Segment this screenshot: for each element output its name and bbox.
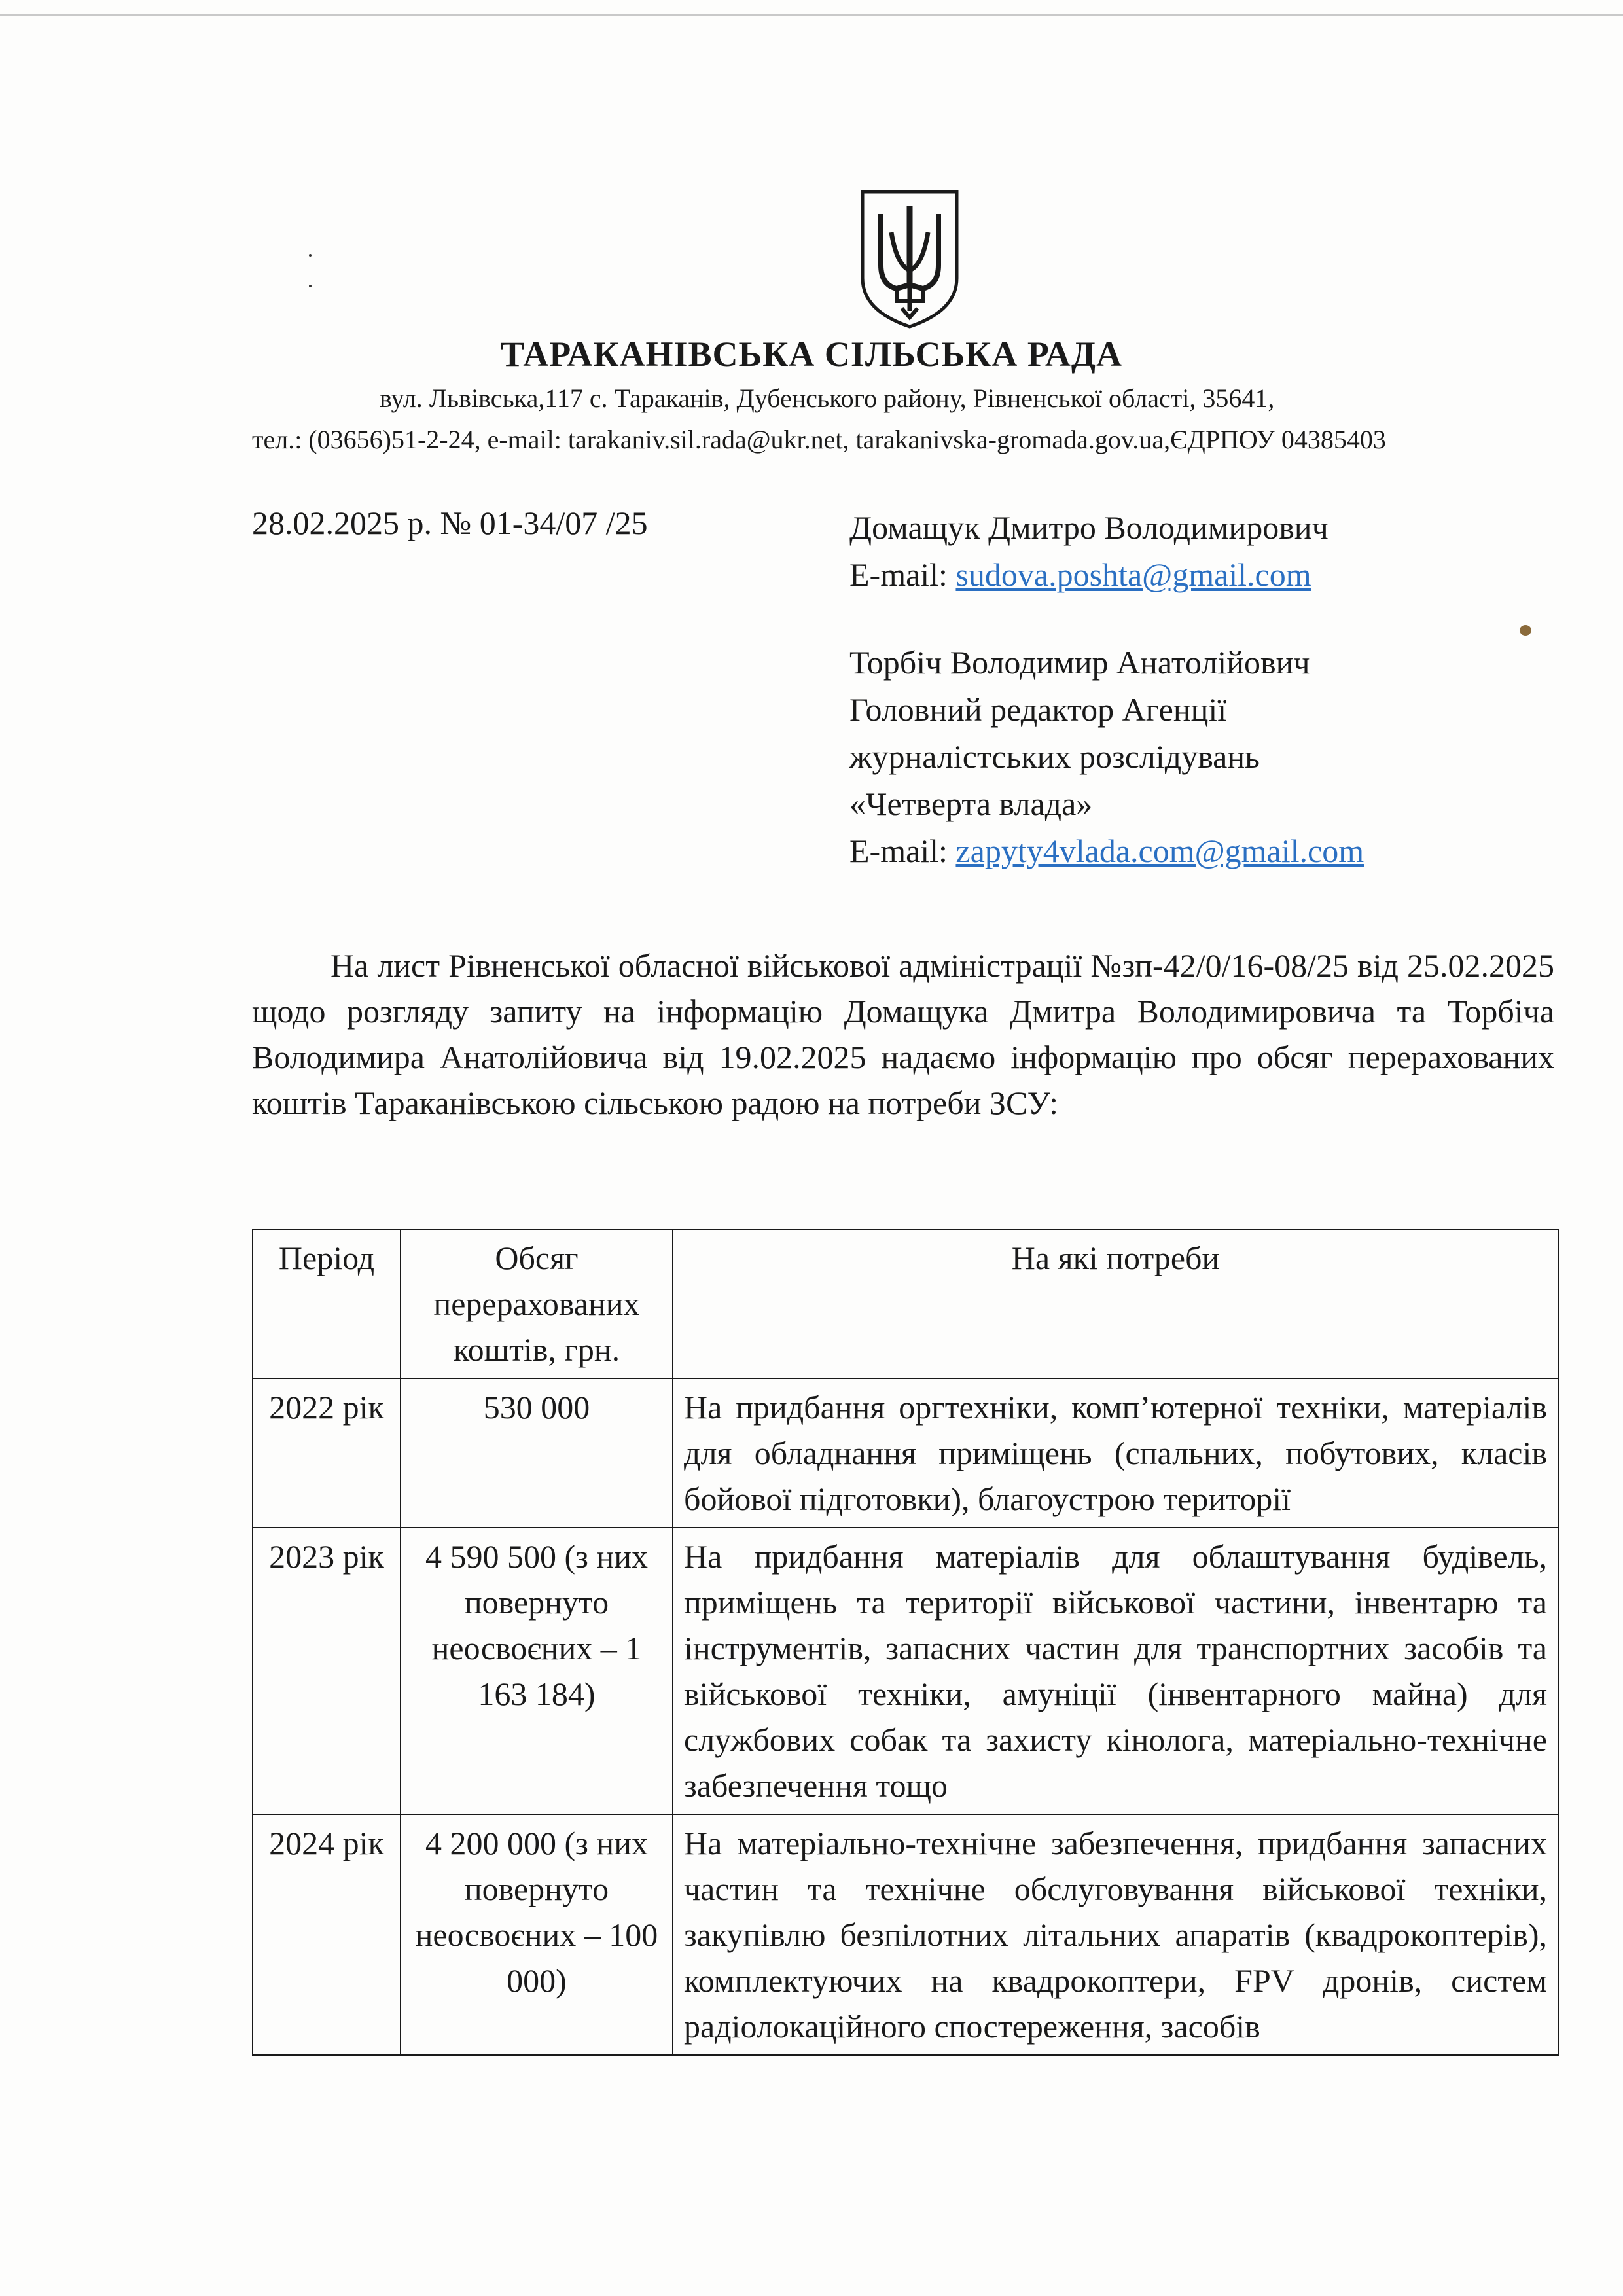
- recipients-block: [849, 504, 1364, 874]
- recipient-2-email-line: [849, 827, 1364, 874]
- recipient-2-title-line: журналістських розслідувань: [849, 738, 1260, 775]
- recipient-1-email-line: [849, 551, 1364, 598]
- body-paragraph: На лист Рівненської обласної військової адміністрації №зп-42/0/16-08/25 від 25.02.2025 щодо розгляду запиту на інформацію Домащука Дмитра Володимировича та Торбіча Володимира Анатолійовича від 19.02.2025 надаємо інформацію про обсяг перерахованих коштів Тараканівською сільською радою на потреби ЗСУ:: [252, 947, 1554, 1121]
- scan-edge-line: [0, 14, 1623, 16]
- header-needs: На які потреби: [673, 1229, 1558, 1378]
- cell-amount: 4 590 500 (з них повернуто неосвоєних – 1 163 184): [401, 1528, 673, 1814]
- recipient-1-email-link[interactable]: sudova.poshta@gmail.com: [955, 556, 1311, 593]
- cell-period: 2024 рік: [253, 1814, 401, 2055]
- recipient-1-name: Домащук Дмитро Володимирович: [849, 509, 1329, 546]
- table-row: [253, 1814, 1558, 2055]
- cell-amount: 4 200 000 (з них повернуто неосвоєних – 100 000): [401, 1814, 673, 2055]
- header-amount: Обсяг перерахованих коштів, грн.: [401, 1229, 673, 1378]
- recipient-2-title-line: Головний редактор Агенції: [849, 691, 1227, 728]
- scan-speck: [1520, 625, 1531, 636]
- trident-emblem-icon: [857, 187, 962, 331]
- scan-speck: [309, 254, 312, 257]
- recipient-2-name: Торбіч Володимир Анатолійович: [849, 644, 1310, 681]
- table-row: [253, 1378, 1558, 1528]
- cell-amount: 530 000: [401, 1378, 673, 1528]
- table-header-row: [253, 1229, 1558, 1378]
- outgoing-number: 28.02.2025 р. № 01-34/07 /25: [252, 505, 648, 541]
- funds-table: [252, 1229, 1559, 2056]
- cell-period: 2022 рік: [253, 1378, 401, 1528]
- header-period: Період: [253, 1229, 401, 1378]
- cell-needs: На придбання матеріалів для облаштування будівель, приміщень та території військової частини, інвентарю та інструментів, запасних частин для транспортних засобів та військової техніки, амуніції (інвентарного майна) для службових собак та захисту кінолога, матеріально-технічне забезпечення тощо: [673, 1528, 1558, 1814]
- cell-needs: На придбання оргтехніки, комп’ютерної техніки, матеріалів для обладнання приміщень (спальних, побутових, класів бойової підготовки), благоустрою території: [673, 1378, 1558, 1528]
- cell-needs: На матеріально-технічне забезпечення, придбання запасних частин та технічне обслуговування військової техніки, закупівлю безпілотних літальних апаратів (квадрокоптерів), комплектуючих на квадрокоптери, FPV дронів, систем радіолокаційного спостереження, засобів: [673, 1814, 1558, 2055]
- address-line-2: тел.: (03656)51-2-24, e-mail: tarakaniv.sil.rada@ukr.net, tarakanivska-gromada.gov.ua,ЄДРПОУ 04385403: [252, 425, 1386, 454]
- email-label: E-mail:: [849, 556, 956, 593]
- email-label: E-mail:: [849, 833, 956, 869]
- recipient-2-email-link[interactable]: zapyty4vlada.com@gmail.com: [955, 833, 1364, 869]
- council-name: ТАРАКАНІВСЬКА СІЛЬСЬКА РАДА: [500, 334, 1123, 374]
- cell-period: 2023 рік: [253, 1528, 401, 1814]
- recipient-2-title-line: «Четверта влада»: [849, 785, 1093, 822]
- scan-speck: [309, 285, 312, 287]
- table-row: [253, 1528, 1558, 1814]
- address-line-1: вул. Львівська,117 с. Тараканів, Дубенського району, Рівненської області, 35641,: [380, 384, 1275, 413]
